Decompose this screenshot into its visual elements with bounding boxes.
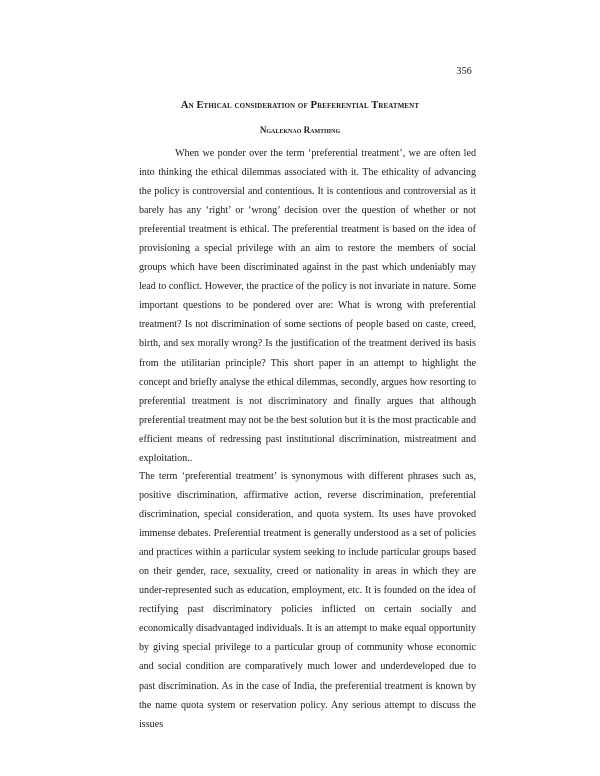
page-number: 356 <box>456 66 472 77</box>
paragraph-definition: The term ‘preferential treatment’ is synonymous with different phrases such as, positive discrimination, affirmative action, reverse discrimination, preferential discrimination, special consideration, and quota system. Its uses have provoked immense debates. Preferential treatment is generally understood as a set of policies and practices within a particular system seeking to include particular groups based on their gender, race, sexuality, creed or nationality in areas in which they are under-represented such as education, employment, etc. It is founded on the idea of rectifying past discriminatory policies inflicted on certain socially and economically disadvantaged individuals. It is an attempt to make equal opportunity by giving special privilege to a particular group of community whose economic and social condition are comparatively much lower and underdeveloped due to past discrimination. As in the case of India, the preferential treatment is known by the name quota system or reservation policy. Any serious attempt to discuss the issues <box>139 471 476 730</box>
paragraph-intro: When we ponder over the term ‘preferential treatment’, we are often led into thinking the ethical dilemmas associated with it. The ethicality of advancing the policy is controversial and contentious. It is contentious and controversial as it barely has any ‘right’ or ‘wrong’ decision over the question of whether or not preferential treatment is ethical. The preferential treatment is based on the idea of provisioning a special privilege with an aim to restore the members of social groups which have been discriminated against in the past which undeniably may lead to conflict. However, the practice of the policy is not invariate in nature. Some important questions to be pondered over are: What is wrong with preferential treatment? Is not discrimination of some sections of people based on caste, creed, birth, and sex morally wrong? Is the justification of the treatment derived its basis from the utilitarian principle? This short paper in an attempt to highlight the concept and briefly analyse the ethical dilemmas, secondly, argues how resorting to preferential treatment is not discriminatory and finally argues that although preferential treatment may not be the best solution but it is the most practicable and efficient means of redressing past institutional discrimination, mistreatment and exploitation.. <box>139 148 476 464</box>
article-title: An Ethical consideration of Preferential Treatment <box>180 100 420 111</box>
author-name: Ngaleknao Ramthing <box>259 125 341 135</box>
